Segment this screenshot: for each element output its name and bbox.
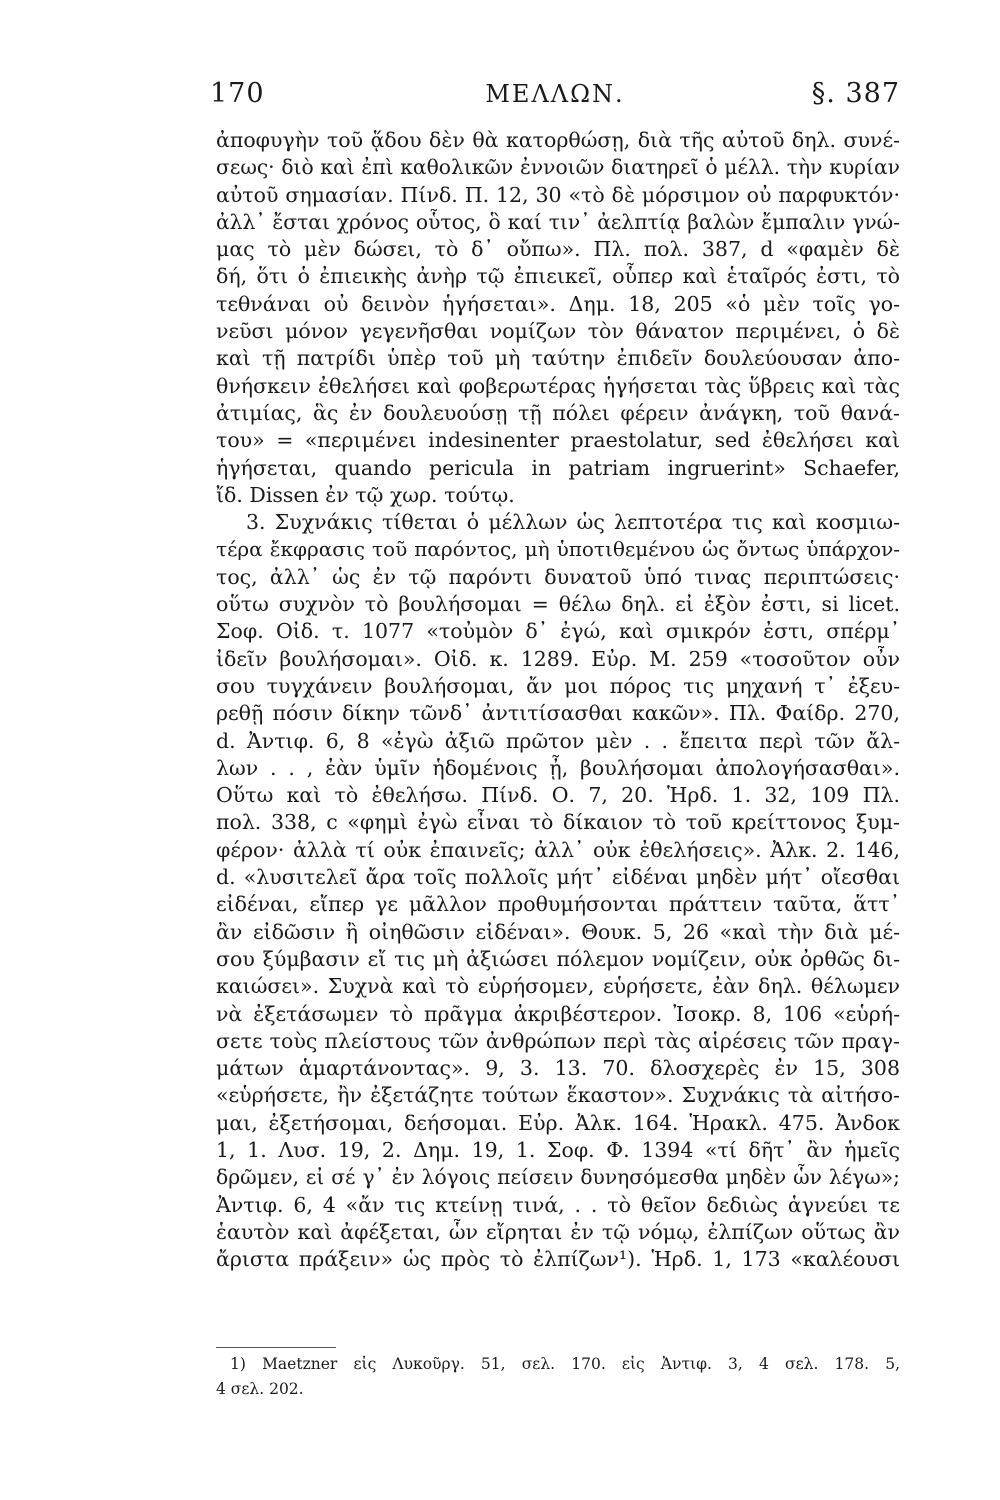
text-line: σετε τοὺς πλείστους τῶν ἀνθρώπων περὶ τὰς αἱρέσεις τῶν πραγ-: [216, 1028, 900, 1053]
text-line: σου ξύμβασιν εἴ τις μὴ ἀξιώσει πόλεμον νομίζειν, οὐκ ὀρθῶς δι-: [216, 946, 900, 971]
text-line: θνήσκειν ἐθελήσει καὶ φοβερωτέρας ἡγήσεται τὰς ὕβρεις καὶ τὰς: [216, 373, 900, 398]
text-line: ἀλλ᾽ ἔσται χρόνος οὗτος, ὃ καί τιν᾽ ἀελπτίᾳ βαλὼν ἔμπαλιν γνώ-: [216, 209, 900, 234]
text-line: «εὑρήσετε, ἢν ἐξετάζητε τούτων ἕκαστον». Συχνάκις τὰ αἰτήσο-: [216, 1083, 900, 1108]
text-line: ἑαυτὸν καὶ ἀφέξεται, ὧν εἴρηται ἐν τῷ νόμῳ, ἐλπίζων οὕτως ἂν: [216, 1219, 900, 1244]
text-line: Ἀντιφ. 6, 4 «ἄν τις κτείνῃ τινά, . . τὸ θεῖον δεδιὼς ἁγνεύει τε: [216, 1192, 900, 1217]
text-line: εἰδέναι, εἴπερ γε μᾶλλον προθυμήσονται πράττειν ταῦτα, ἅττ᾽: [216, 892, 900, 917]
body-text: [216, 127, 900, 1273]
text-line: καιώσει». Συχνὰ καὶ τὸ εὑρήσομεν, εὑρήσετε, ἐὰν δηλ. θέλωμεν: [216, 974, 900, 999]
text-line: σου τυγχάνειν βουλήσομαι, ἄν μοι πόρος τις μηχανή τ᾽ ἐξευ-: [216, 673, 900, 698]
section-number: §. 387: [811, 78, 900, 109]
text-line: οὕτω συχνὸν τὸ βουλήσομαι = θέλω δηλ. εἰ ἐξὸν ἐστι, si licet.: [216, 592, 900, 617]
text-line: Οὕτω καὶ τὸ ἐθελήσω. Πίνδ. Ο. 7, 20. Ἡρδ. 1. 32, 109 Πλ.: [216, 783, 900, 808]
text-line: καὶ τῇ πατρίδι ὑπὲρ τοῦ μὴ ταύτην ἐπιδεῖν δουλεύουσαν ἀπο-: [216, 346, 900, 371]
text-line: σεως· διὸ καὶ ἐπὶ καθολικῶν ἐννοιῶν διατηρεῖ ὁ μέλλ. τὴν κυρίαν: [216, 155, 900, 180]
text-line: τος, ἀλλ᾽ ὡς ἐν τῷ παρόντι δυνατοῦ ὑπό τινας περιπτώσεις·: [216, 564, 900, 589]
text-line: αὐτοῦ σημασίαν. Πίνδ. Π. 12, 30 «τὸ δὲ μόρσιμον οὐ παρφυκτόν·: [216, 182, 900, 207]
text-line: τεθνάναι οὐ δεινὸν ἡγήσεται». Δημ. 18, 205 «ὁ μὲν τοῖς γο-: [216, 291, 900, 316]
text-line: ἰδεῖν βουλήσομαι». Οἰδ. κ. 1289. Εὐρ. Μ. 259 «τοσοῦτον οὖν: [216, 646, 900, 671]
page-number: 170: [210, 78, 265, 109]
text-line: ἡγήσεται, quando pericula in patriam ingruerint» Schaefer,: [216, 455, 900, 480]
text-line: τέρα ἔκφρασις τοῦ παρόντος, μὴ ὑποτιθεμένου ὡς ὄντως ὑπάρχον-: [216, 537, 900, 562]
text-line: ἀποφυγὴν τοῦ ᾅδου δὲν θὰ κατορθώσῃ, διὰ τῆς αὐτοῦ δηλ. συνέ-: [216, 128, 900, 152]
footnotes: [216, 1352, 900, 1402]
text-line: νεῦσι μόνον γεγενῆσθαι νομίζων τὸν θάνατον περιμένει, ὁ δὲ: [216, 319, 900, 344]
text-line: μαι, ἐξετήσομαι, δεήσομαι. Εὐρ. Ἀλκ. 164. Ἡρακλ. 475. Ἀνδοκ: [216, 1110, 900, 1135]
text-line: Σοφ. Οἰδ. τ. 1077 «τοὐμὸν δ᾽ ἐγώ, καὶ σμικρόν ἐστι, σπέρμ᾽: [216, 619, 900, 644]
text-line: λων . . , ἐὰν ὑμῖν ἡδομένοις ᾖ, βουλήσομαι ἀπολογήσασθαι».: [216, 755, 900, 780]
text-line: δρῶμεν, εἰ σέ γ᾽ ἐν λόγοις πείσειν δυνησόμεσθα μηδὲν ὧν λέγω»;: [216, 1165, 900, 1190]
text-line: 1, 1. Λυσ. 19, 2. Δημ. 19, 1. Σοφ. Φ. 1394 «τί δῆτ᾽ ἂν ἡμεῖς: [216, 1137, 900, 1162]
text-line: ἀτιμίας, ἃς ἐν δουλευούσῃ τῇ πόλει φέρειν ἀνάγκη, τοῦ θανά-: [216, 400, 900, 425]
footnote-divider: [216, 1347, 336, 1348]
footnote-line: 4 σελ. 202.: [216, 1380, 304, 1398]
text-line: νὰ ἐξετάσωμεν τὸ πρᾶγμα ἀκριβέστερον. Ἰσοκρ. 8, 106 «εὑρή-: [216, 1001, 900, 1026]
footnote-line: 1) Maetzner εἰς Λυκοῦργ. 51, σελ. 170. εἰς Ἀντιφ. 3, 4 σελ. 178. 5,: [230, 1355, 900, 1373]
text-line: ἂν εἰδῶσιν ἢ οἰηθῶσιν εἰδέναι». Θουκ. 5, 26 «καὶ τὴν διὰ μέ-: [216, 919, 900, 944]
page-header: [210, 78, 900, 118]
text-line: φέρον· ἀλλὰ τί οὐκ ἐπαινεῖς; ἀλλ᾽ οὐκ ἐθελήσεις». Ἀλκ. 2. 146,: [216, 837, 900, 862]
text-line: ἄριστα πράξειν» ὡς πρὸς τὸ ἐλπίζων¹). Ἡρδ. 1, 173 «καλέουσι: [216, 1247, 900, 1272]
text-line: μας τὸ μὲν δώσει, τὸ δ᾽ οὔπω». Πλ. πολ. 387, d «φαμὲν δὲ: [216, 237, 900, 262]
text-line: του» = «περιμένει indesinenter praestolatur, sed ἐθελήσει καὶ: [216, 428, 900, 453]
text-line: μάτων ἁμαρτάνοντας». 9, 3. 13. 70. δλοσχερὲς ἐν 15, 308: [216, 1056, 900, 1081]
text-line: ἴδ. Dissen ἐν τῷ χωρ. τούτῳ.: [216, 482, 515, 507]
text-line: ρεθῇ πόσιν δίκην τῶνδ᾽ ἀντιτίσασθαι κακῶν». Πλ. Φαίδρ. 270,: [216, 701, 900, 726]
text-line: δή, ὅτι ὁ ἐπιεικὴς ἀνὴρ τῷ ἐπιεικεῖ, οὗπερ καὶ ἑταῖρός ἐστι, τὸ: [216, 264, 900, 289]
text-line: πολ. 338, c «φημὶ ἐγὼ εἶναι τὸ δίκαιον τὸ τοῦ κρείττονος ξυμ-: [216, 810, 900, 835]
paragraph-start-line: 3. Συχνάκις τίθεται ὁ μέλλων ὡς λεπτοτέρα τις καὶ κοσμιω-: [246, 510, 900, 535]
running-title: ΜΕΛΛΩΝ.: [485, 80, 625, 108]
text-line: d. Ἀντιφ. 6, 8 «ἐγὼ ἀξιῶ πρῶτον μὲν . . ἔπειτα περὶ τῶν ἄλ-: [216, 728, 900, 753]
text-line: d. «λυσιτελεῖ ἄρα τοῖς πολλοῖς μήτ᾽ εἰδέναι μηδὲν μήτ᾽ οἴεσθαι: [216, 865, 900, 890]
